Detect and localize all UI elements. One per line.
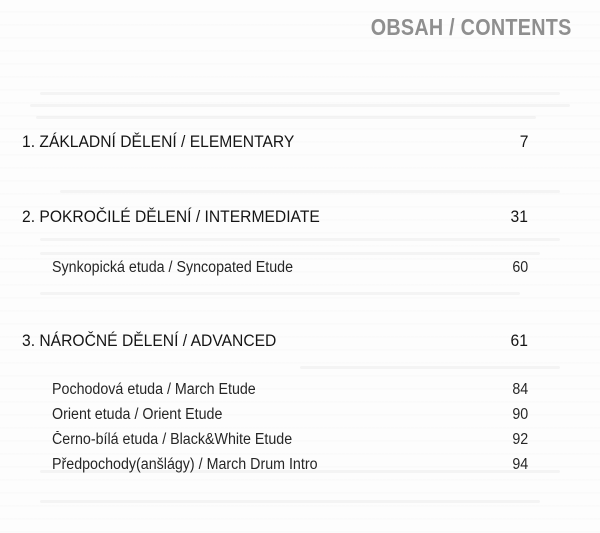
page-title: OBSAH / CONTENTS	[371, 14, 572, 40]
toc-subentries	[22, 259, 528, 284]
bleed-through-line	[40, 292, 520, 295]
toc-section-elementary	[22, 132, 528, 158]
toc-entry-title: 2. POKROČILÉ DĚLENÍ / INTERMEDIATE	[22, 207, 320, 226]
toc-entry-title: 3. NÁROČNÉ DĚLENÍ / ADVANCED	[22, 331, 277, 350]
toc-entry-page: 31	[510, 207, 528, 226]
toc-entry-title: 1. ZÁKLADNÍ DĚLENÍ / ELEMENTARY	[22, 132, 295, 151]
toc-subentry-page: 84	[512, 381, 528, 398]
toc-entry[interactable]	[22, 207, 528, 233]
bleed-through-line	[36, 116, 536, 119]
toc-subentry-title: Předpochody(anšlágy) / March Drum Intro	[52, 456, 318, 473]
toc-subentry[interactable]	[22, 406, 528, 431]
toc-section-advanced	[22, 331, 528, 473]
toc-entry-page: 7	[519, 132, 528, 151]
toc-entry[interactable]	[22, 331, 528, 357]
toc-subentry-title: Orient etuda / Orient Etude	[52, 406, 223, 423]
bleed-through-line	[30, 104, 570, 107]
bleed-through-line	[40, 500, 540, 503]
toc-subentry-page: 60	[512, 259, 528, 276]
bleed-through-line	[60, 190, 560, 193]
toc-subentry-title: Pochodová etuda / March Etude	[52, 381, 256, 398]
bleed-through-line	[40, 92, 560, 95]
toc-subentries	[22, 381, 528, 481]
toc-subentry-page: 94	[512, 456, 528, 473]
toc-entry[interactable]	[22, 132, 528, 158]
bleed-through-line	[40, 252, 540, 255]
bleed-through-line	[300, 366, 560, 369]
bleed-through-line	[40, 238, 560, 241]
toc-section-intermediate	[22, 207, 528, 276]
toc-subentry[interactable]	[22, 381, 528, 406]
toc-entry-page: 61	[510, 331, 528, 350]
toc-subentry[interactable]	[22, 259, 528, 284]
toc-subentry[interactable]	[22, 456, 528, 481]
toc-subentry-page: 90	[512, 406, 528, 423]
toc-subentry-page: 92	[512, 431, 528, 448]
toc-subentry-title: Černo-bílá etuda / Black&White Etude	[52, 431, 293, 448]
toc-subentry-title: Synkopická etuda / Syncopated Etude	[52, 259, 294, 276]
toc-subentry[interactable]	[22, 431, 528, 456]
